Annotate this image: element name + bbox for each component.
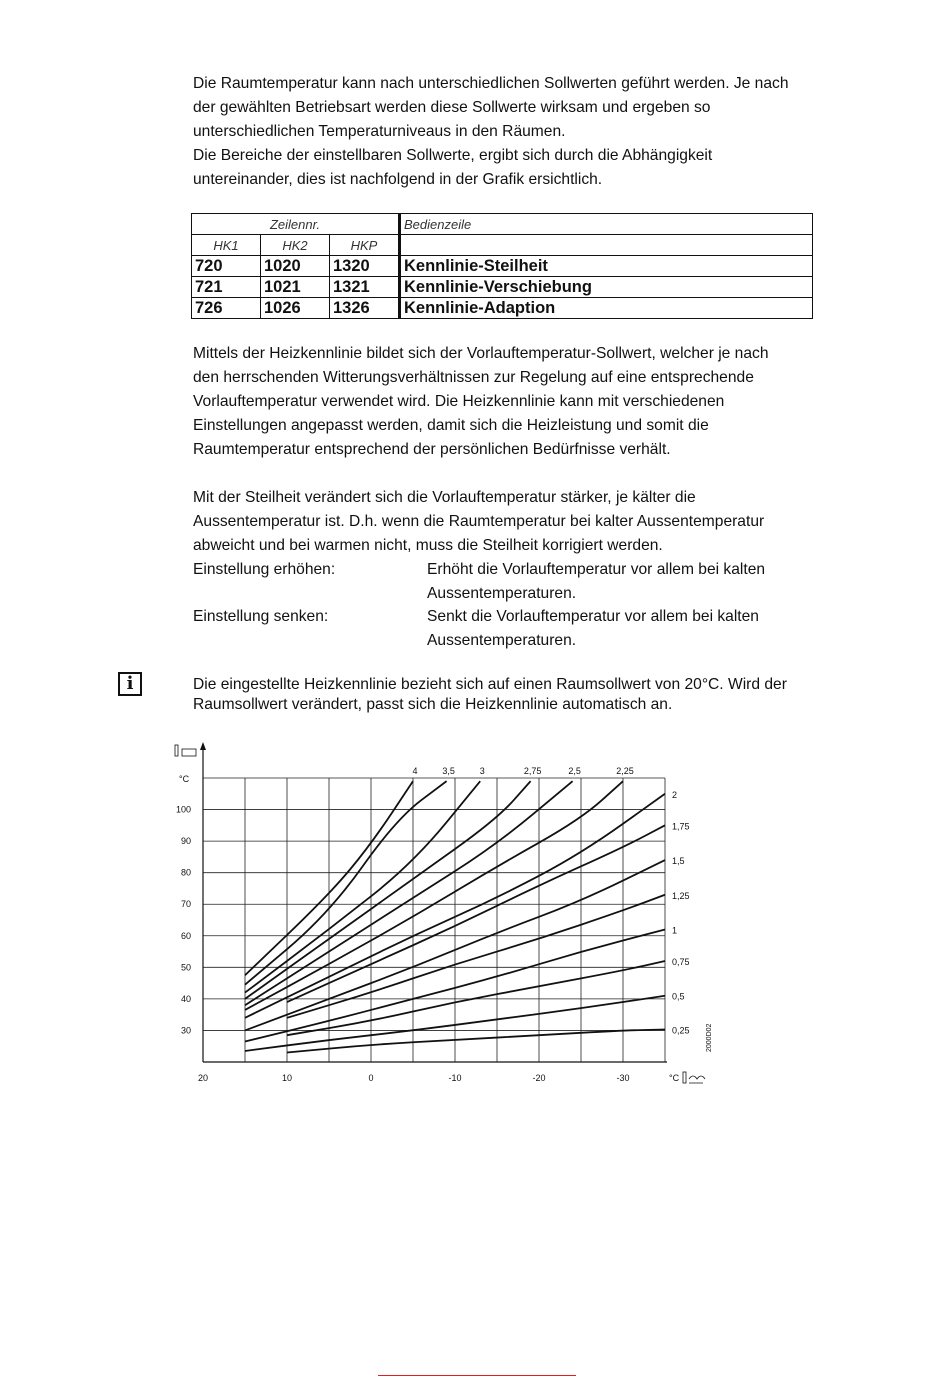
curve-label: 2,25 (616, 766, 634, 776)
cell-hk2: 1020 (261, 256, 330, 277)
thermometer-icon (175, 745, 178, 756)
heating-curve-paragraph (193, 342, 858, 462)
adjustment-label: Einstellung erhöhen: (193, 561, 336, 578)
text-line: der gewählten Betriebsart werden diese Sollwerte wirksam und ergeben so (193, 99, 711, 116)
column-header: HK1 (192, 235, 261, 256)
adjustment-label: Einstellung senken: (193, 608, 329, 625)
caption-header: Bedienzeile (400, 214, 813, 235)
y-tick-label: 80 (180, 867, 191, 878)
empty-cell (400, 235, 813, 256)
group-header: Zeilennr. (192, 214, 400, 235)
curve-label: 3,5 (442, 766, 455, 776)
curve-label: 3 (479, 766, 485, 776)
y-tick-label: 90 (180, 836, 191, 847)
curve-label: 0,75 (672, 957, 690, 968)
curve-label: 0,5 (672, 991, 685, 1002)
curve-line (287, 825, 665, 1002)
cell-hkp: 1321 (330, 277, 400, 298)
x-tick-label: -30 (616, 1073, 630, 1083)
figure-code: 2000D02 (706, 1023, 713, 1052)
text-line: abweicht und bei warmen nicht, muss die Steilheit korrigiert werden. (193, 537, 663, 554)
y-tick-label: 40 (180, 993, 191, 1004)
cell-label: Kennlinie-Verschiebung (400, 277, 813, 298)
text-line: Vorlauftemperatur verwendet wird. Die Heizkennlinie kann mit verschiedenen (193, 393, 725, 410)
parameter-table (191, 213, 813, 319)
y-tick-label: 30 (180, 1025, 191, 1036)
y-axis-label: °C (179, 774, 190, 784)
slope-paragraph (193, 486, 858, 558)
x-tick-label: 20 (197, 1073, 209, 1083)
curve-label: 1 (672, 925, 678, 936)
x-tick-label: 10 (281, 1073, 293, 1083)
y-tick-label: 100 (175, 804, 191, 815)
table-row (192, 256, 813, 277)
text-line: unterschiedlichen Temperaturniveaus in den Räumen. (193, 123, 566, 140)
curve-label: 1,25 (672, 890, 690, 901)
curve-label: 1,5 (672, 856, 685, 867)
table-row (192, 277, 813, 298)
text-line: Einstellungen angepasst werden, damit sich die Heizleistung und somit die (193, 417, 709, 434)
adjustment-text: Erhöht die Vorlauftemperatur vor allem bei kalten Aussentemperaturen. (427, 561, 766, 602)
column-header: HKP (330, 235, 400, 256)
cell-hk2: 1026 (261, 298, 330, 319)
info-icon: i (118, 672, 142, 696)
x-tick-label: -10 (448, 1073, 462, 1083)
text-line: Raumtemperatur entsprechend der persönlichen Bedürfnisse verhält. (193, 441, 671, 458)
adjustment-text: Senkt die Vorlauftemperatur vor allem bei kalten Aussentemperaturen. (427, 608, 759, 649)
text-line: untereinander, dies ist nachfolgend in der Grafik ersichtlich. (193, 171, 603, 188)
text-line: Raumsollwert verändert, passt sich die Heizkennlinie automatisch an. (193, 696, 673, 713)
x-tick-label: 0 (368, 1073, 374, 1083)
info-paragraph (193, 675, 858, 715)
cell-hkp: 1320 (330, 256, 400, 277)
y-tick-label: 70 (180, 899, 191, 910)
outdoor-thermometer-icon (683, 1072, 686, 1083)
footer-divider (378, 1375, 576, 1376)
curve-line (245, 781, 623, 1010)
y-axis-arrow (200, 742, 206, 750)
curve-label: 2 (672, 789, 678, 800)
curve-line (287, 1029, 665, 1052)
y-tick-label: 60 (180, 930, 191, 941)
text-line: Mit der Steilheit verändert sich die Vorlauftemperatur stärker, je kälter die (193, 489, 696, 506)
curve-label: 4 (412, 766, 418, 776)
text-line: Aussentemperatur ist. D.h. wenn die Raumtemperatur bei kalter Aussentemperatur (193, 513, 765, 530)
text-line: Die eingestellte Heizkennlinie bezieht sich auf einen Raumsollwert von 20°C. Wird der (193, 676, 787, 693)
text-line: den herrschenden Witterungsverhältnissen zur Regelung auf eine entsprechende (193, 369, 754, 386)
text-line: Mittels der Heizkennlinie bildet sich der Vorlauftemperatur-Sollwert, welcher je nach (193, 345, 769, 362)
table-row (192, 298, 813, 319)
column-header: HK2 (261, 235, 330, 256)
radiator-icon (182, 749, 196, 756)
curve-label: 1,75 (672, 821, 690, 832)
curve-label: 2,75 (523, 766, 542, 776)
cell-label: Kennlinie-Adaption (400, 298, 813, 319)
cell-label: Kennlinie-Steilheit (400, 256, 813, 277)
curve-label: 0,25 (672, 1025, 690, 1036)
table-header-row (192, 214, 813, 235)
cell-hkp: 1326 (330, 298, 400, 319)
x-axis-label: °C (669, 1073, 680, 1083)
text-line: Die Bereiche der einstellbaren Sollwerte, ergibt sich durch die Abhängigkeit (193, 147, 713, 164)
cell-hk1: 726 (192, 298, 261, 319)
cell-hk2: 1021 (261, 277, 330, 298)
outdoor-weather-icon (689, 1076, 705, 1083)
table-subheader-row (192, 235, 813, 256)
y-tick-label: 50 (180, 962, 191, 973)
x-tick-label: -20 (532, 1073, 546, 1083)
cell-hk1: 720 (192, 256, 261, 277)
curve-line (245, 781, 531, 999)
heating-curve-chart (160, 740, 740, 1090)
text-line: Die Raumtemperatur kann nach unterschiedlichen Sollwerten geführt werden. Je nach (193, 75, 789, 92)
curve-label: 2,5 (568, 766, 581, 776)
intro-paragraph (193, 72, 858, 192)
cell-hk1: 721 (192, 277, 261, 298)
curve-line (287, 961, 665, 1035)
